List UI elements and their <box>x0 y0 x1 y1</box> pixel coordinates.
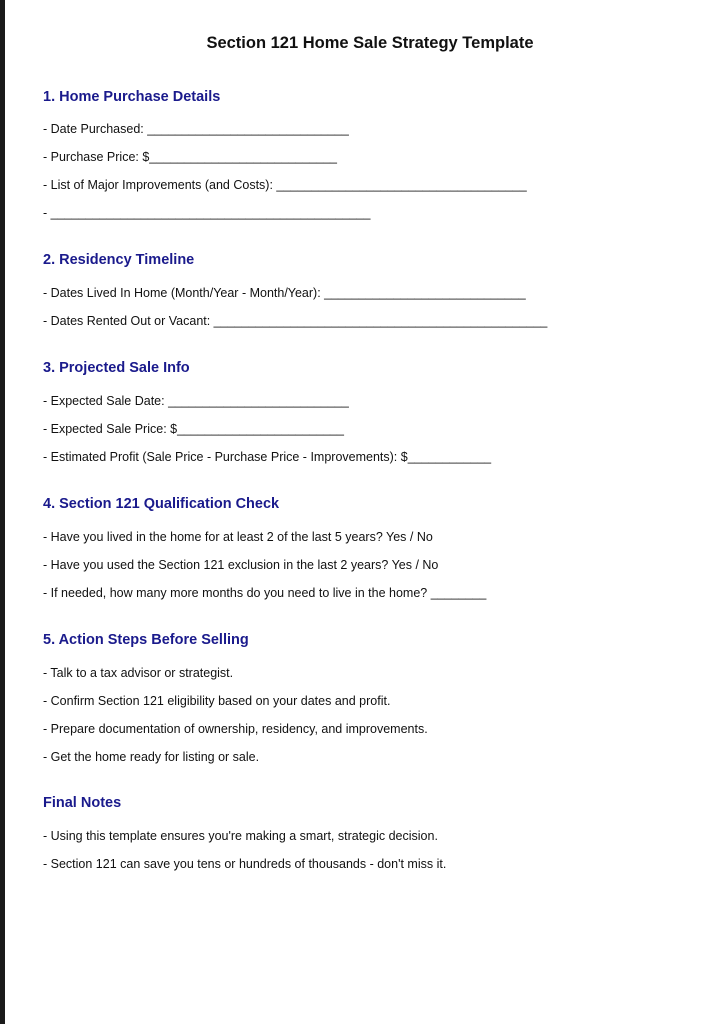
question-lived-2-of-5: - Have you lived in the home for at least 2 of the last 5 years? Yes / No <box>43 530 433 544</box>
field-dates-rented: - Dates Rented Out or Vacant: ________________________________________________ <box>43 314 548 328</box>
section-heading-action-steps: 5. Action Steps Before Selling <box>43 632 249 648</box>
action-step-confirm-eligibility: - Confirm Section 121 eligibility based on your dates and profit. <box>43 694 391 708</box>
question-months-needed: - If needed, how many more months do you need to live in the home? ________ <box>43 586 487 600</box>
field-improvements-extra: - ______________________________________________ <box>43 206 371 220</box>
field-dates-lived: - Dates Lived In Home (Month/Year - Month/Year): _____________________________ <box>43 286 526 300</box>
action-step-documentation: - Prepare documentation of ownership, residency, and improvements. <box>43 722 428 736</box>
field-expected-sale-date: - Expected Sale Date: __________________________ <box>43 394 349 408</box>
section-heading-home-purchase: 1. Home Purchase Details <box>43 89 221 105</box>
field-purchase-price: - Purchase Price: $___________________________ <box>43 150 337 164</box>
field-estimated-profit: - Estimated Profit (Sale Price - Purchase Price - Improvements): $____________ <box>43 450 492 464</box>
note-save-thousands: - Section 121 can save you tens or hundreds of thousands - don't miss it. <box>43 857 447 871</box>
question-used-exclusion: - Have you used the Section 121 exclusion in the last 2 years? Yes / No <box>43 558 439 572</box>
action-step-tax-advisor: - Talk to a tax advisor or strategist. <box>43 666 234 680</box>
section-heading-final-notes: Final Notes <box>43 795 122 811</box>
action-step-home-ready: - Get the home ready for listing or sale. <box>43 750 260 764</box>
section-heading-residency: 2. Residency Timeline <box>43 252 195 268</box>
field-expected-sale-price: - Expected Sale Price: $________________________ <box>43 422 344 436</box>
section-heading-projected-sale: 3. Projected Sale Info <box>43 360 190 376</box>
field-date-purchased: - Date Purchased: _____________________________ <box>43 122 349 136</box>
field-major-improvements: - List of Major Improvements (and Costs): ____________________________________ <box>43 178 527 192</box>
document-title: Section 121 Home Sale Strategy Template <box>206 34 534 52</box>
section-heading-qualification: 4. Section 121 Qualification Check <box>43 496 280 512</box>
note-smart-decision: - Using this template ensures you're making a smart, strategic decision. <box>43 829 438 843</box>
